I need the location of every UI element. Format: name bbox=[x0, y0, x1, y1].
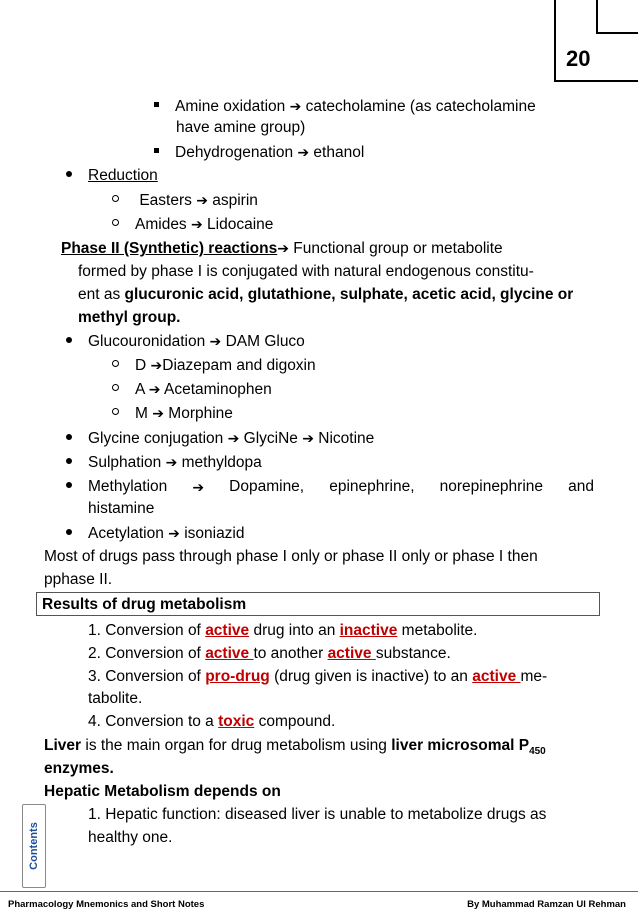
list-item: Reduction bbox=[66, 165, 158, 187]
list-item: Amine oxidation ➔ catecholamine (as catecholamine bbox=[154, 95, 536, 118]
circle-bullet-icon bbox=[112, 384, 119, 391]
list-item: D ➔Diazepam and digoxin bbox=[112, 354, 316, 377]
results-heading: Results of drug metabolism bbox=[42, 596, 247, 613]
arrow-right-icon: ➔ bbox=[148, 381, 161, 397]
arrow-right-icon: ➔ bbox=[196, 192, 208, 208]
contents-tab-label-wrap[interactable] bbox=[22, 804, 46, 888]
arrow-right-icon: ➔ bbox=[297, 144, 310, 160]
arrow-right-icon: ➔ bbox=[302, 430, 314, 446]
paragraph-line: enzymes. bbox=[44, 760, 114, 777]
list-item: 4. Conversion to a toxic compound. bbox=[88, 713, 336, 730]
list-item-continuation: tabolite. bbox=[88, 690, 143, 707]
page-corner-frame bbox=[596, 0, 638, 34]
list-item: A ➔ Acetaminophen bbox=[112, 378, 272, 401]
list-item: 1. Conversion of active drug into an inactive metabolite. bbox=[88, 622, 478, 639]
list-item: Glucouronidation ➔ DAM Gluco bbox=[66, 330, 305, 353]
paragraph-line: ent as glucuronic acid, glutathione, sulphate, acetic acid, glycine or bbox=[78, 286, 574, 303]
circle-bullet-icon bbox=[112, 408, 119, 415]
contents-tab-label[interactable]: Contents bbox=[28, 822, 41, 870]
list-item: M ➔ Morphine bbox=[112, 402, 233, 425]
square-bullet-icon bbox=[154, 102, 159, 107]
list-item-continuation: have amine group) bbox=[176, 119, 306, 136]
paragraph-line: pphase II. bbox=[44, 571, 113, 588]
arrow-right-icon: ➔ bbox=[191, 216, 203, 232]
arrow-right-icon: ➔ bbox=[192, 479, 205, 495]
arrow-right-icon: ➔ bbox=[227, 430, 240, 446]
list-item: Dehydrogenation ➔ ethanol bbox=[154, 141, 364, 164]
paragraph-line: methyl group. bbox=[78, 309, 181, 326]
list-item-continuation: histamine bbox=[88, 500, 155, 517]
paragraph-line: Most of drugs pass through phase I only or phase II only or phase I then bbox=[44, 548, 538, 565]
section-heading: Hepatic Metabolism depends on bbox=[44, 783, 281, 800]
arrow-right-icon: ➔ bbox=[209, 333, 222, 349]
bullet-icon bbox=[66, 434, 72, 440]
paragraph-line: formed by phase I is conjugated with natural endogenous constitu- bbox=[78, 263, 534, 280]
footer-divider bbox=[0, 891, 638, 892]
list-item: 1. Hepatic function: diseased liver is unable to metabolize drugs as bbox=[88, 806, 547, 823]
section-heading: Phase II (Synthetic) reactions➔ Functional group or metabolite bbox=[61, 240, 503, 257]
list-item: Sulphation ➔ methyldopa bbox=[66, 451, 262, 474]
footer-author: By Muhammad Ramzan Ul Rehman bbox=[467, 899, 626, 910]
list-item: Easters ➔ aspirin bbox=[112, 189, 258, 212]
circle-bullet-icon bbox=[112, 360, 119, 367]
circle-bullet-icon bbox=[112, 219, 119, 226]
bullet-icon bbox=[66, 337, 72, 343]
bullet-icon bbox=[66, 482, 72, 488]
list-item-continuation: healthy one. bbox=[88, 829, 173, 846]
arrow-right-icon: ➔ bbox=[165, 454, 178, 470]
list-item: Amides ➔ Lidocaine bbox=[112, 213, 273, 236]
arrow-right-icon: ➔ bbox=[168, 525, 180, 541]
bullet-icon bbox=[66, 458, 72, 464]
circle-bullet-icon bbox=[112, 195, 119, 202]
list-item: Acetylation ➔ isoniazid bbox=[66, 522, 245, 545]
list-item: 2. Conversion of active to another active substance. bbox=[88, 645, 451, 662]
list-item: Methylation ➔ Dopamine, epinephrine, norepinephrine and bbox=[66, 476, 594, 498]
footer-title: Pharmacology Mnemonics and Short Notes bbox=[8, 899, 205, 910]
arrow-right-icon: ➔ bbox=[277, 240, 289, 256]
arrow-right-icon: ➔ bbox=[289, 98, 302, 114]
arrow-right-icon: ➔ bbox=[152, 405, 164, 421]
square-bullet-icon bbox=[154, 148, 159, 153]
bullet-icon bbox=[66, 171, 72, 177]
list-item: Glycine conjugation ➔ GlyciNe ➔ Nicotine bbox=[66, 427, 374, 450]
page-number: 20 bbox=[566, 46, 591, 71]
arrow-right-icon: ➔ bbox=[150, 357, 163, 373]
bullet-icon bbox=[66, 529, 72, 535]
paragraph-line: Liver is the main organ for drug metabolism using liver microsomal $P_{450}$ bbox=[44, 737, 546, 758]
list-item: 3. Conversion of pro-drug (drug given is inactive) to an active me- bbox=[88, 668, 548, 685]
